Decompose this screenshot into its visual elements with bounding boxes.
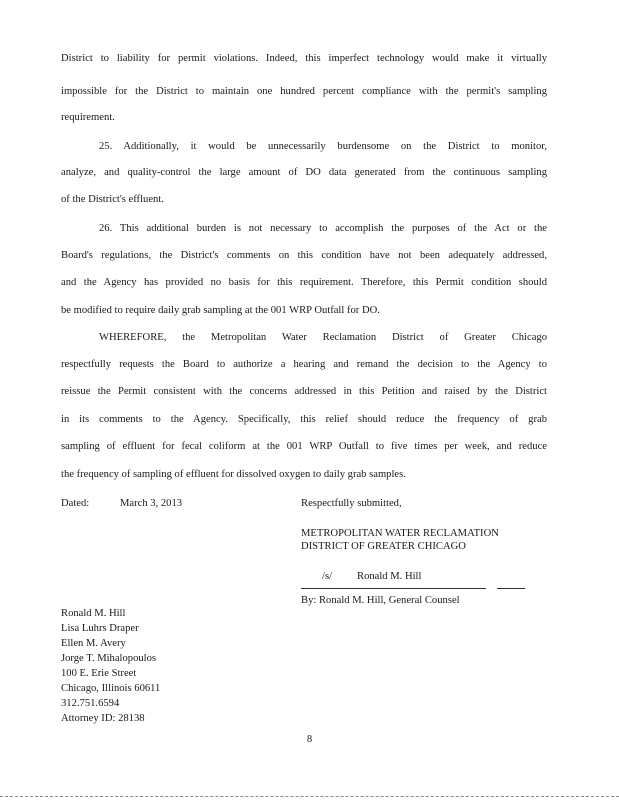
counsel-line: Jorge T. Mihalopoulos (61, 653, 157, 664)
body-line: in its comments to the Agency. Specifically, this relief should reduce the frequency of grab (61, 414, 547, 425)
counsel-block (61, 606, 160, 726)
counsel-line: Lisa Luhrs Draper (61, 623, 139, 634)
org-name-line1: METROPOLITAN WATER RECLAMATION (301, 528, 499, 539)
body-line: and the Agency has provided no basis for this requirement. Therefore, this Permit condition should (61, 277, 547, 288)
counsel-line: 312.751.6594 (61, 698, 120, 709)
counsel-line: Ronald M. Hill (61, 608, 126, 619)
paragraph-26-start: 26. This additional burden is not necessary to accomplish the purposes of the Act or the (99, 223, 547, 234)
body-line: Board's regulations, the District's comments on this condition have not been adequately addressed, (61, 250, 547, 261)
closing: Respectfully submitted, (301, 498, 402, 509)
signature-line-end (497, 588, 525, 589)
org-name-line2: DISTRICT OF GREATER CHICAGO (301, 541, 466, 552)
body-line: of the District's effluent. (61, 194, 164, 205)
body-line: respectfully requests the Board to authorize a hearing and remand the decision to the Agency to (61, 359, 547, 370)
body-line: requirement. (61, 112, 115, 123)
signature-name: Ronald M. Hill (357, 571, 422, 582)
body-line: District to liability for permit violations. Indeed, this imperfect technology would make it virtually (61, 53, 547, 64)
date-value: March 3, 2013 (120, 498, 183, 509)
counsel-line: Chicago, Illinois 60611 (61, 683, 161, 694)
body-line: sampling of effluent for fecal coliform at the 001 WRP Outfall to five times per week, and reduce (61, 441, 547, 452)
paragraph-25-start: 25. Additionally, it would be unnecessarily burdensome on the District to monitor, (99, 141, 547, 152)
counsel-line: Attorney ID: 28138 (61, 713, 145, 724)
wherefore-paragraph-start: WHEREFORE, the Metropolitan Water Reclamation District of Greater Chicago (99, 332, 547, 343)
signature-line (301, 588, 486, 589)
counsel-line: Ellen M. Avery (61, 638, 126, 649)
body-line: reissue the Permit consistent with the concerns addressed in this Petition and raised by the District (61, 386, 547, 397)
body-line: impossible for the District to maintain one hundred percent compliance with the permit's sampling (61, 86, 547, 97)
dated-label: Dated: (61, 498, 90, 509)
body-line: the frequency of sampling of effluent for dissolved oxygen to daily grab samples. (61, 469, 406, 480)
body-line: analyze, and quality-control the large amount of DO data generated from the continuous sampling (61, 167, 547, 178)
scan-edge-divider (0, 796, 619, 797)
counsel-line: 100 E. Erie Street (61, 668, 137, 679)
body-line: be modified to require daily grab sampling at the 001 WRP Outfall for DO. (61, 305, 380, 316)
signature-mark: /s/ (322, 571, 333, 582)
by-line: By: Ronald M. Hill, General Counsel (301, 595, 460, 606)
page-number: 8 (306, 734, 313, 745)
